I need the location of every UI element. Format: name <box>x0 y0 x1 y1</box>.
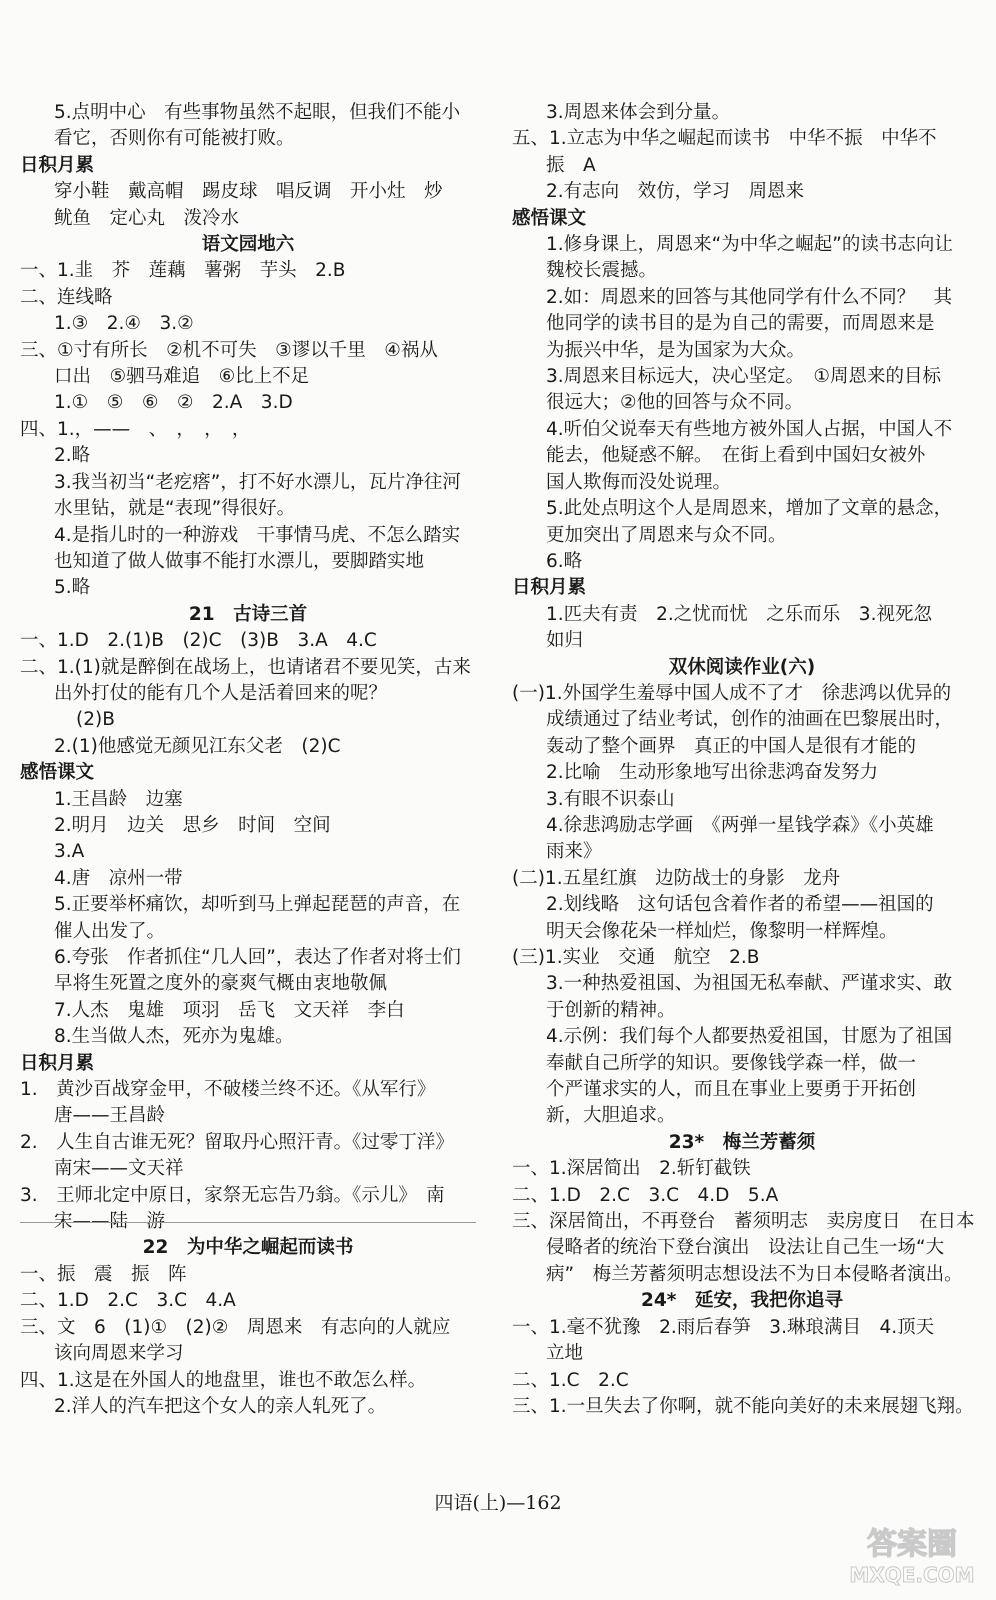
answer-line: 3.A <box>54 841 85 863</box>
answer-line: 二、1.(1)就是醉倒在战场上，也请诸君不要见笑，古来 <box>20 656 471 678</box>
section-heading: 感悟课文 <box>512 207 587 229</box>
watermark-url: MXQE.COM <box>849 1563 975 1587</box>
answer-line: 能去，他疑惑不解。 在街上看到中国妇女被外 <box>546 445 926 467</box>
answer-line: 侵略者的统治下登台演出 设法让自己生一场“大 <box>546 1237 945 1259</box>
answer-line: 3.一种热爱祖国、为祖国无私奉献、严谨求实、敢 <box>546 973 953 995</box>
answer-line: 1.匹夫有责 2.之忧而忧 之乐而乐 3.视死忽 <box>546 603 932 625</box>
answer-line: 更加突出了周恩来与众不同。 <box>546 524 787 546</box>
answer-line: 1.修身课上，周恩来“为中华之崛起”的读书志向让 <box>546 234 953 256</box>
answer-line: 如归 <box>546 630 584 652</box>
answer-line: 3.周恩来目标远大，决心坚定。 ①周恩来的目标 <box>546 366 941 388</box>
answer-line: 很远大；②他的回答与众不同。 <box>546 392 804 414</box>
answer-line: 鱿鱼 定心丸 泼冷水 <box>54 207 240 229</box>
answer-line: 水里钻，就是“表现”得很好。 <box>54 498 296 520</box>
answer-line: (一)1.外国学生羞辱中国人成不了才 徐悲鸿以优异的 <box>512 682 952 704</box>
answer-line: 三、文 6 (1)① (2)② 周恩来 有志向的人就应 <box>20 1316 451 1338</box>
answer-line: 病” 梅兰芳蓄须明志想设法不为日本侵略者演出。 <box>546 1263 963 1285</box>
divider-line <box>20 1222 476 1223</box>
answer-line: 6.略 <box>546 550 583 572</box>
answer-line: 振 A <box>546 154 596 176</box>
answer-line: 三、①寸有所长 ②机不可失 ③谬以千里 ④祸从 <box>20 339 438 361</box>
answer-line: 一、振 震 振 阵 <box>20 1263 187 1285</box>
section-heading: 感悟课文 <box>20 762 95 784</box>
answer-line: 4.徐悲鸿励志学画 《两弹一星钱学森》《小英雄 <box>546 814 934 836</box>
answer-line: 个严谨求实的人，而且在事业上要勇于开拓创 <box>546 1079 917 1101</box>
watermark-logo <box>842 1518 982 1590</box>
answer-line: 2.洋人的汽车把这个女人的亲人轧死了。 <box>54 1395 387 1417</box>
answer-line: 3.有眼不识泰山 <box>546 788 675 810</box>
answer-line: 2.略 <box>54 445 91 467</box>
answer-line: 3. 王师北定中原日，家祭无忘告乃翁。《示儿》 南 <box>20 1184 445 1206</box>
section-heading: 日积月累 <box>512 577 587 599</box>
answer-line: 4.示例：我们每个人都要热爱祖国，甘愿为了祖国 <box>546 1026 953 1048</box>
answer-line: 新，大胆追求。 <box>546 1105 676 1127</box>
answer-line: 8.生当做人杰，死亦为鬼雄。 <box>54 1026 294 1048</box>
answer-line: 魏校长震撼。 <box>546 260 658 282</box>
answer-line: 二、1.C 2.C <box>512 1369 629 1391</box>
answer-line: 5.正要举杯痛饮，却听到马上弹起琵琶的声音，在 <box>54 894 461 916</box>
answer-line: 2.(1)他感觉无颜见江东父老 (2)C <box>54 735 341 757</box>
answer-line: 雨来》 <box>546 841 602 863</box>
answer-line: 早将生死置之度外的豪爽气概由衷地敬佩 <box>54 973 388 995</box>
answer-line: 穿小鞋 戴高帽 踢皮球 唱反调 开小灶 炒 <box>54 181 443 203</box>
answer-line: 一、1.韭 芥 莲藕 薯粥 芋头 2.B <box>20 260 346 282</box>
answer-line: 宋——陆 游 <box>54 1211 166 1233</box>
answer-line: 三、深居简出，不再登台 蓄须明志 卖房度日 在日本 <box>512 1211 975 1233</box>
answer-line: 三、1.一旦失去了你啊，就不能向美好的未来展翅飞翔。 <box>512 1395 974 1417</box>
answer-line: 立地 <box>546 1343 584 1365</box>
answer-line: 也知道了做人做事不能打水漂儿，要脚踏实地 <box>54 550 425 572</box>
answer-line: 二、1.D 2.C 3.C 4.A <box>20 1290 236 1312</box>
answer-line: 一、1.深居简出 2.斩钉截铁 <box>512 1158 751 1180</box>
lesson-title: 23* 梅兰芳蓄须 <box>668 1131 816 1153</box>
answer-line: (2)B <box>76 709 115 731</box>
answer-line: 口出 ⑤驷马难追 ⑥比上不足 <box>54 366 310 388</box>
answer-line: 二、连线略 <box>20 286 113 308</box>
page-footer: 四语(上)—162 <box>434 1492 562 1514</box>
answer-line: 5.此处点明这个人是周恩来，增加了文章的悬念， <box>546 498 953 520</box>
lesson-title: 21 古诗三首 <box>188 603 308 625</box>
answer-line: 3.我当初当“老疙瘩”，打不好水漂儿，瓦片净往河 <box>54 471 461 493</box>
answer-line: 2.比喻 生动形象地写出徐悲鸿奋发努力 <box>546 762 879 784</box>
answer-line: 该向周恩来学习 <box>54 1343 184 1365</box>
answer-line: 一、1.毫不犹豫 2.雨后春笋 3.琳琅满目 4.顶天 <box>512 1316 935 1338</box>
answer-line: 奉献自己所学的知识。要像钱学森一样，做一 <box>546 1052 917 1074</box>
answer-line: 唐——王昌龄 <box>54 1105 166 1127</box>
lesson-title: 22 为中华之崛起而读书 <box>142 1237 354 1259</box>
answer-line: 1.王昌龄 边塞 <box>54 788 183 810</box>
answer-line: 2.划线略 这句话包含着作者的希望——祖国的 <box>546 894 934 916</box>
lesson-title: 24* 延安，我把你追寻 <box>641 1290 843 1312</box>
answer-line: 7.人杰 鬼雄 项羽 岳飞 文天祥 李白 <box>54 999 405 1021</box>
answer-line: 5.点明中心 有些事物虽然不起眼，但我们不能小 <box>54 102 461 123</box>
answer-line: 2. 人生自古谁无死？留取丹心照汗青。《过零丁洋》 <box>20 1131 454 1153</box>
answer-line: 轰动了整个画界 真正的中国人是很有才能的 <box>546 735 917 757</box>
lesson-title: 语文园地六 <box>201 234 295 256</box>
answer-line: 国人欺侮而没处说理。 <box>546 471 732 493</box>
answer-line: 2.如：周恩来的回答与其他同学有什么不同？ 其 <box>546 286 953 308</box>
answer-line: (三)1.实业 交通 航空 2.B <box>512 947 760 968</box>
answer-line: 成绩通过了结业考试，创作的油画在巴黎展出时， <box>546 709 954 731</box>
answer-line: 5.略 <box>54 577 91 599</box>
answer-line: 出外打仗的能有几个人是活着回来的呢？ <box>54 682 388 704</box>
answer-line: (二)1.五星红旗 边防战士的身影 龙舟 <box>512 867 841 889</box>
answer-line: 于创新的精神。 <box>546 999 676 1021</box>
answer-line: 明天会像花朵一样灿烂，像黎明一样辉煌。 <box>546 920 898 942</box>
answer-line: 4.听伯父说奉天有些地方被外国人占据，中国人不 <box>546 418 953 440</box>
answer-line: 四、1.，—— 、 ， ， ， <box>20 418 251 440</box>
answer-line: 催人出发了。 <box>54 920 166 942</box>
watermark-text: 答案圈 <box>867 1527 957 1562</box>
answer-line: 南宋——文天祥 <box>54 1158 184 1180</box>
section-heading: 日积月累 <box>20 154 95 176</box>
answer-line: 一、1.D 2.(1)B (2)C (3)B 3.A 4.C <box>20 630 377 652</box>
answer-line: 4.唐 凉州一带 <box>54 867 183 889</box>
answer-line: 4.是指儿时的一种游戏 干事情马虎、不怎么踏实 <box>54 524 461 546</box>
answer-line: 五、1.立志为中华之崛起而读书 中华不振 中华不 <box>512 128 937 150</box>
answer-line: 为振兴中华，是为国家为大众。 <box>546 339 806 361</box>
answer-line: 1.① ⑤ ⑥ ② 2.A 3.D <box>54 392 293 414</box>
answer-line: 看它，否则你有可能被打败。 <box>54 128 295 150</box>
answer-line: 2.有志向 效仿，学习 周恩来 <box>546 181 805 203</box>
right-column <box>512 100 975 1420</box>
lesson-title: 双休阅读作业(六) <box>668 656 816 678</box>
answer-line: 6.夸张 作者抓住“几人回”，表达了作者对将士们 <box>54 947 461 968</box>
answer-line: 二、1.D 2.C 3.C 4.D 5.A <box>512 1184 779 1206</box>
answer-line: 1. 黄沙百战穿金甲，不破楼兰终不还。《从军行》 <box>20 1079 436 1101</box>
answer-line: 四、1.这是在外国人的地盘里，谁也不敢怎么样。 <box>20 1369 427 1391</box>
answer-line: 3.周恩来体会到分量。 <box>546 102 731 123</box>
answer-line: 他同学的读书目的是为自己的需要，而周恩来是 <box>546 313 935 335</box>
answer-line: 1.③ 2.④ 3.② <box>54 313 194 335</box>
section-heading: 日积月累 <box>20 1052 95 1074</box>
answer-line: 2.明月 边关 思乡 时间 空间 <box>54 814 331 836</box>
